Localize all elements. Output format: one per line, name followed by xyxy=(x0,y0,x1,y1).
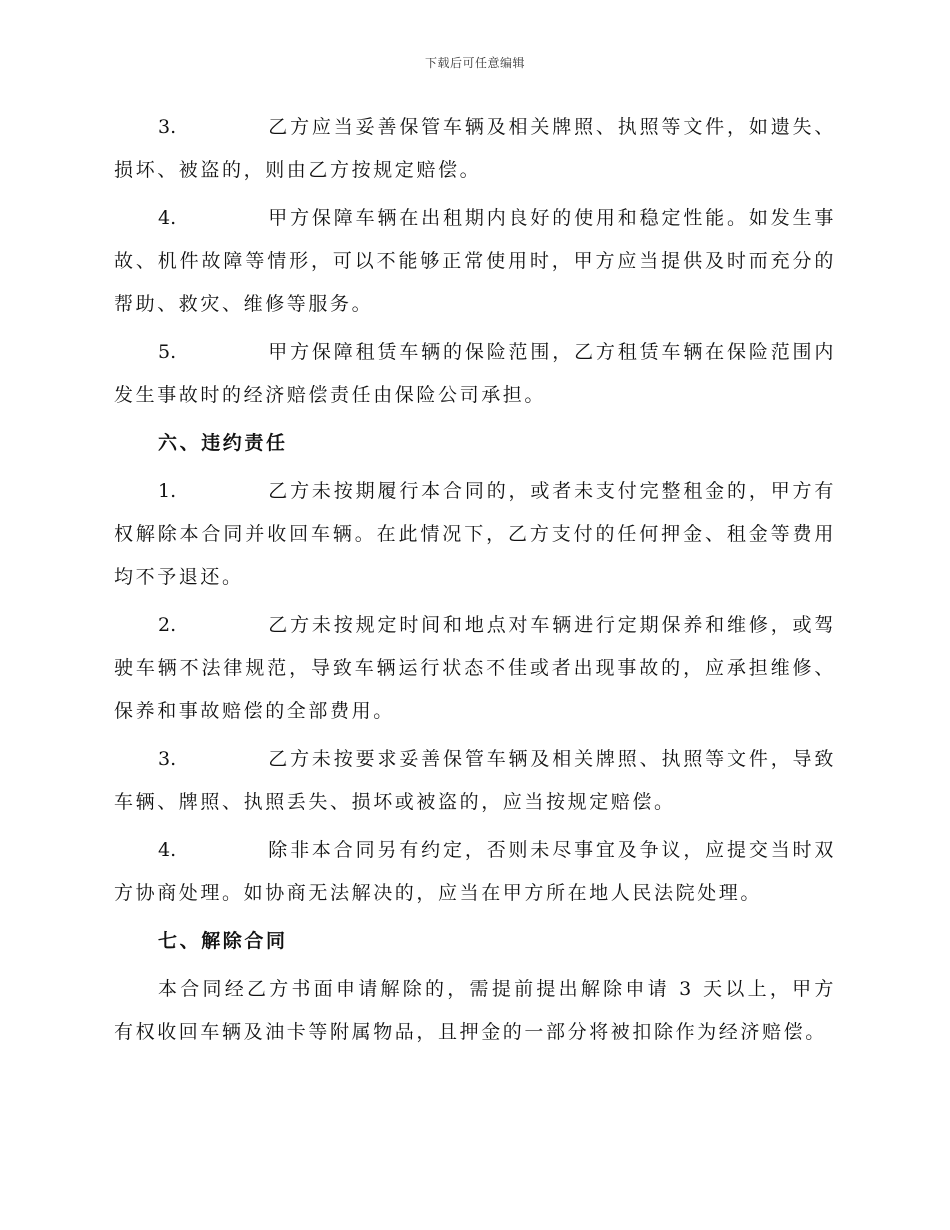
section-7-heading: 七、解除合同 xyxy=(158,930,288,952)
clause-number: 3. xyxy=(158,116,177,138)
document-body xyxy=(114,106,836,1059)
clause-text: 甲方保障车辆在出租期内良好的使用和稳定性能。如发生事故、机件故障等情形，可以不能够正常使用时，甲方应当提供及时而充分的帮助、救灾、维修等服务。 xyxy=(114,207,836,315)
clause-number: 5. xyxy=(158,341,177,363)
clause-text: 除非本合同另有约定，否则未尽事宜及争议，应提交当时双方协商处理。如协商无法解决的，应当在甲方所在地人民法院处理。 xyxy=(114,839,836,904)
clause-number: 1. xyxy=(158,480,177,502)
section-7-paragraph: 本合同经乙方书面申请解除的，需提前提出解除申请 3 天以上，甲方有权收回车辆及油卡等附属物品，且押金的一部分将被扣除作为经济赔偿。 xyxy=(114,978,836,1043)
clause-5-3 xyxy=(114,106,836,192)
clause-text: 乙方未按规定时间和地点对车辆进行定期保养和维修，或驾驶车辆不法律规范，导致车辆运行状态不佳或者出现事故的，应承担维修、保养和事故赔偿的全部费用。 xyxy=(114,614,836,722)
clause-text: 乙方应当妥善保管车辆及相关牌照、执照等文件，如遗失、损坏、被盗的，则由乙方按规定赔偿。 xyxy=(114,116,836,181)
clause-number: 2. xyxy=(158,614,177,636)
clause-6-1 xyxy=(114,470,836,599)
page-header: 下载后可任意编辑 xyxy=(424,56,525,70)
clause-5-4 xyxy=(114,197,836,326)
clause-number: 4. xyxy=(158,839,177,861)
clause-text: 乙方未按期履行本合同的，或者未支付完整租金的，甲方有权解除本合同并收回车辆。在此情况下，乙方支付的任何押金、租金等费用均不予退还。 xyxy=(114,480,836,588)
clause-number: 4. xyxy=(158,207,177,229)
clause-5-5 xyxy=(114,331,836,417)
clause-6-4 xyxy=(114,829,836,915)
clause-6-3 xyxy=(114,738,836,824)
clause-text: 甲方保障租赁车辆的保险范围，乙方租赁车辆在保险范围内发生事故时的经济赔偿责任由保险公司承担。 xyxy=(114,341,836,406)
clause-text: 乙方未按要求妥善保管车辆及相关牌照、执照等文件，导致车辆、牌照、执照丢失、损坏或被盗的，应当按规定赔偿。 xyxy=(114,748,836,813)
clause-6-2 xyxy=(114,604,836,733)
clause-number: 3. xyxy=(158,748,177,770)
section-6-heading: 六、违约责任 xyxy=(158,432,288,454)
